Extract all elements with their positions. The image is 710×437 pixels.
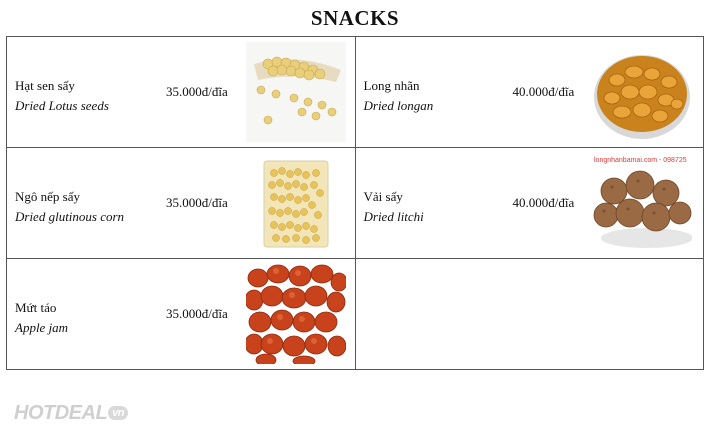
apple-jam-photo	[246, 264, 346, 364]
item-name-vi: Long nhãn	[363, 78, 420, 93]
menu-row	[7, 37, 704, 148]
item-price: 35.000đ/đĩa	[166, 84, 228, 99]
item-name	[15, 76, 109, 116]
item-name-vi: Vải sấy	[363, 189, 403, 204]
photo-watermark: longnhanbamai.com - 098725	[593, 157, 687, 164]
dried-litchi-photo	[592, 153, 692, 253]
menu-row	[7, 148, 704, 259]
item-price: 35.000đ/đĩa	[166, 195, 228, 210]
snacks-menu-table	[6, 36, 704, 370]
menu-item-apple-jam	[7, 259, 356, 370]
logo-text: HOTDEAL	[14, 402, 108, 424]
menu-row	[7, 259, 704, 370]
item-price: 40.000đ/đĩa	[512, 84, 575, 99]
item-name-en: Dried longan	[363, 98, 434, 113]
menu-item-litchi	[355, 148, 704, 259]
item-name-en: Apple jam	[15, 320, 69, 335]
item-price: 40.000đ/đĩa	[512, 195, 575, 210]
empty-cell	[355, 259, 704, 370]
page-title: SNACKS	[310, 6, 400, 30]
hotdeal-logo	[14, 402, 128, 425]
dried-lotus-seeds-photo	[246, 42, 346, 142]
item-name	[15, 187, 124, 227]
item-name	[364, 76, 434, 116]
menu-item-lotus-seeds	[7, 37, 356, 148]
menu-item-glutinous-corn	[7, 148, 356, 259]
dried-longan-photo	[592, 42, 692, 142]
item-name-vi: Hạt sen sấy	[15, 78, 75, 93]
item-name-vi: Ngô nếp sấy	[15, 189, 80, 204]
item-name	[15, 298, 68, 338]
item-name-vi: Mứt táo	[15, 300, 57, 315]
item-price: 35.000đ/đĩa	[166, 306, 228, 321]
item-name-en: Dried glutinous corn	[15, 209, 125, 224]
item-name-en: Dried litchi	[363, 209, 424, 224]
item-name-en: Dried Lotus seeds	[15, 98, 109, 113]
menu-item-longan	[355, 37, 704, 148]
dried-corn-bag-photo	[246, 153, 346, 253]
item-name	[364, 187, 424, 227]
logo-suffix: vn	[108, 406, 128, 420]
